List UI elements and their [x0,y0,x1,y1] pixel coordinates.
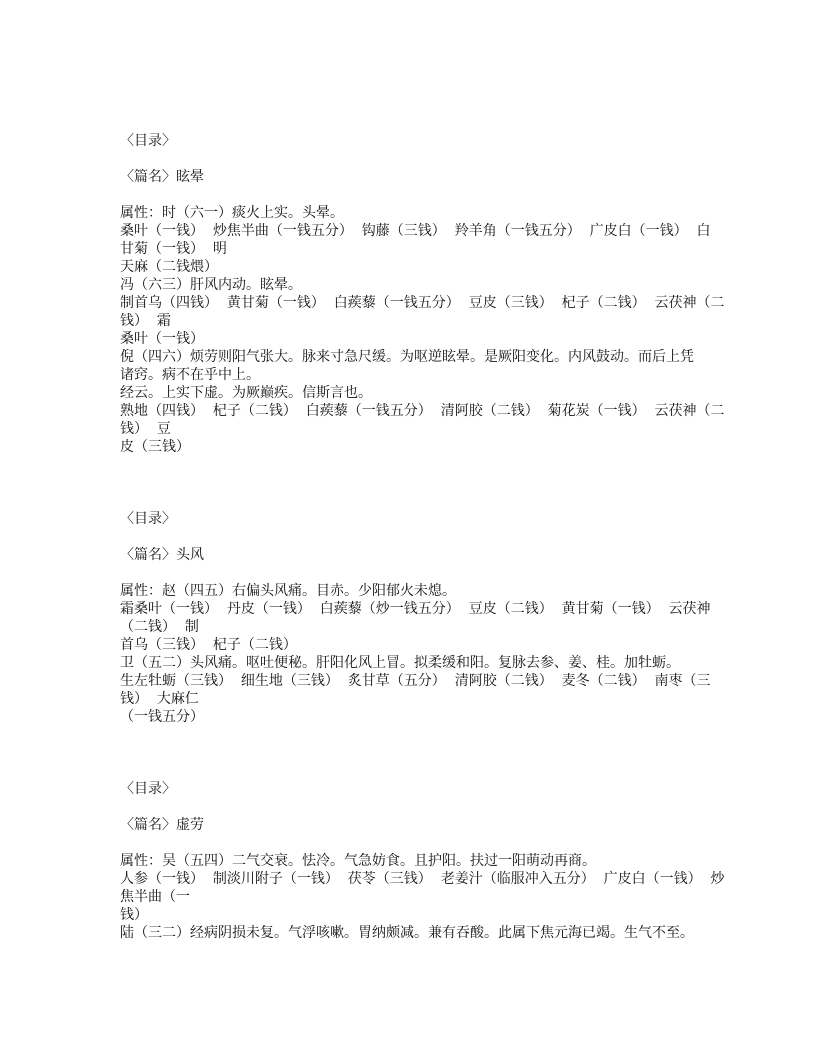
section-gap [120,726,710,780]
blank-line [120,564,710,582]
text-line: （一钱五分） [120,709,204,725]
text-line: 属性：赵（四五）右偏头风痛。目赤。少阳郁火未熄。 [120,583,456,599]
text-line: 倪（四六）烦劳则阳气张大。脉来寸急尺缓。为呕逆眩晕。是厥阳变化。内风鼓动。而后上凭 [120,349,694,365]
blank-line [120,798,710,816]
text-line: 霜桑叶（一钱） 丹皮（一钱） 白蒺藜（炒一钱五分） 豆皮（二钱） 黄甘菊（一钱） 云茯神 [120,601,711,617]
toc-marker: 〈目录〉 [120,511,176,527]
text-line: 陆（三二）经病阴损未复。气浮咳嗽。胃纳颇减。兼有吞酸。此属下焦元海已竭。生气不至。 [120,925,694,941]
text-line: 熟地（四钱） 杞子（二钱） 白蒺藜（一钱五分） 清阿胶（二钱） 菊花炭（一钱） 云茯神（二 [120,403,725,419]
text-line: 焦半曲（一 [120,889,190,905]
document-section [120,510,710,726]
text-line: 经云。上实下虚。为厥巅疾。信斯言也。 [120,385,372,401]
text-line: 属性：吴（五四）二气交衰。怯冷。气急妨食。且护阳。扶过一阳萌动再商。 [120,853,596,869]
text-line: 皮（三钱） [120,439,190,455]
text-line: 卫（五二）头风痛。呕吐便秘。肝阳化风上冒。拟柔缓和阳。复脉去参、姜、桂。加牡蛎。 [120,655,680,671]
document-section [120,132,725,456]
section-title: 〈篇名〉头风 [120,547,204,563]
section-gap [120,456,710,510]
text-line: 生左牡蛎（三钱） 细生地（三钱） 炙甘草（五分） 清阿胶（二钱） 麦冬（二钱） 南枣（三 [120,673,711,689]
toc-marker: 〈目录〉 [120,781,176,797]
blank-line [120,150,710,168]
toc-marker: 〈目录〉 [120,133,176,149]
text-line: 钱） 大麻仁 [120,691,199,707]
document-section [120,780,725,942]
text-line: 冯（六三）肝风内动。眩晕。 [120,277,302,293]
text-line: 首乌（三钱） 杞子（二钱） [120,637,297,653]
text-line: 甘菊（一钱） 明 [120,241,227,257]
text-line: 钱） [120,907,148,923]
document-body [120,132,725,942]
section-title: 〈篇名〉眩晕 [120,169,204,185]
blank-line [120,834,710,852]
text-line: 属性：时（六一）痰火上实。头晕。 [120,205,344,221]
text-line: 钱） 霜 [120,313,171,329]
text-line: 钱） 豆 [120,421,171,437]
text-line: 桑叶（一钱） 炒焦半曲（一钱五分） 钩藤（三钱） 羚羊角（一钱五分） 广皮白（一钱） 白 [120,223,711,239]
text-line: 制首乌（四钱） 黄甘菊（一钱） 白蒺藜（一钱五分） 豆皮（三钱） 杞子（二钱） 云茯神（二 [120,295,725,311]
text-line: 人参（一钱） 制淡川附子（一钱） 茯苓（三钱） 老姜汁（临服冲入五分） 广皮白（一钱） 炒 [120,871,725,887]
text-line: 诸窍。病不在乎中上。 [120,367,260,383]
blank-line [120,186,710,204]
text-line: 桑叶（一钱） [120,331,204,347]
blank-line [120,528,710,546]
text-line: 天麻（二钱煨） [120,259,218,275]
section-title: 〈篇名〉虚劳 [120,817,204,833]
text-line: （二钱） 制 [120,619,199,635]
